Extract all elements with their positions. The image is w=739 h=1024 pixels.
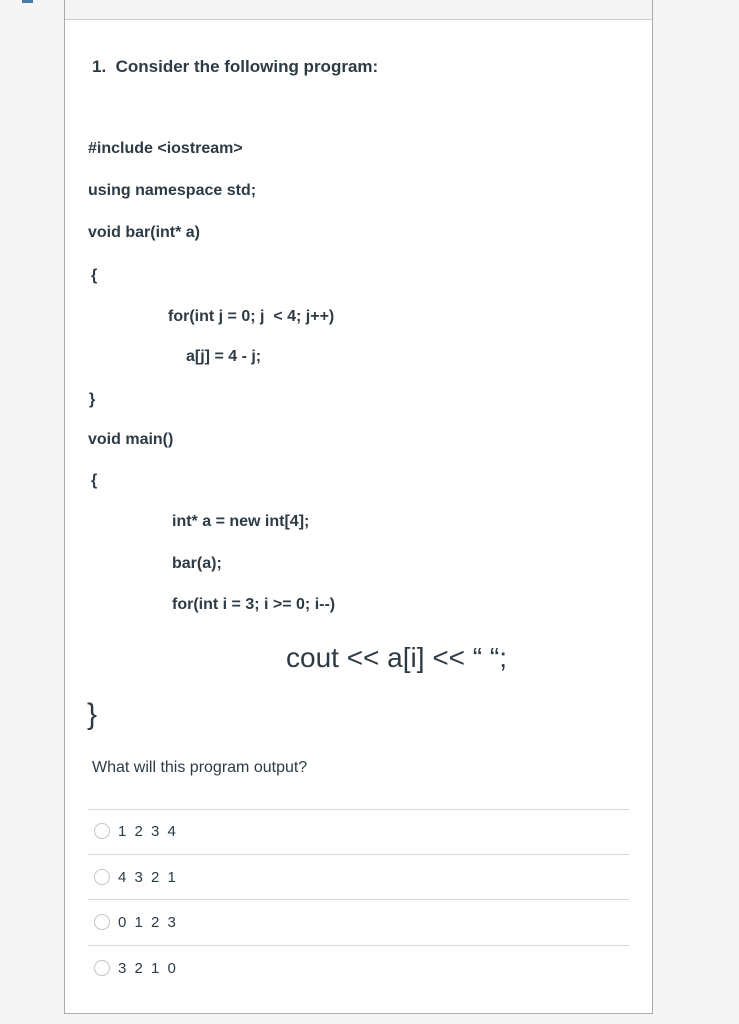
answer-option[interactable] bbox=[94, 821, 178, 841]
question-prompt: What will this program output? bbox=[92, 759, 308, 776]
option-label: 1 2 3 4 bbox=[118, 822, 178, 840]
radio-button[interactable] bbox=[94, 869, 110, 885]
question-title: 1. Consider the following program: bbox=[92, 57, 379, 76]
code-line: } bbox=[89, 391, 96, 408]
code-line: { bbox=[91, 267, 98, 284]
code-line: int* a = new int[4]; bbox=[172, 513, 310, 530]
divider bbox=[88, 854, 629, 855]
code-line: cout << a[i] << “ “; bbox=[286, 642, 508, 673]
code-line: { bbox=[91, 472, 98, 489]
radio-button[interactable] bbox=[94, 960, 110, 976]
divider bbox=[88, 809, 629, 810]
question-header bbox=[65, 0, 652, 20]
option-label: 3 2 1 0 bbox=[118, 959, 178, 977]
code-line: using namespace std; bbox=[88, 182, 257, 199]
answer-option[interactable] bbox=[94, 958, 178, 978]
code-line: void bar(int* a) bbox=[88, 224, 201, 241]
divider bbox=[88, 899, 629, 900]
nav-marker bbox=[22, 0, 33, 3]
code-line: void main() bbox=[88, 431, 174, 448]
code-line: for(int i = 3; i >= 0; i--) bbox=[172, 596, 336, 613]
answer-option[interactable] bbox=[94, 867, 178, 887]
option-label: 4 3 2 1 bbox=[118, 868, 178, 886]
code-line: for(int j = 0; j < 4; j++) bbox=[168, 308, 335, 325]
code-line: a[j] = 4 - j; bbox=[186, 348, 262, 365]
code-line: bar(a); bbox=[172, 555, 222, 572]
radio-button[interactable] bbox=[94, 914, 110, 930]
question-card bbox=[64, 0, 653, 1014]
code-line: } bbox=[87, 698, 98, 731]
option-label: 0 1 2 3 bbox=[118, 913, 178, 931]
divider bbox=[88, 945, 629, 946]
code-line: #include <iostream> bbox=[88, 140, 243, 157]
radio-button[interactable] bbox=[94, 823, 110, 839]
answer-option[interactable] bbox=[94, 912, 178, 932]
